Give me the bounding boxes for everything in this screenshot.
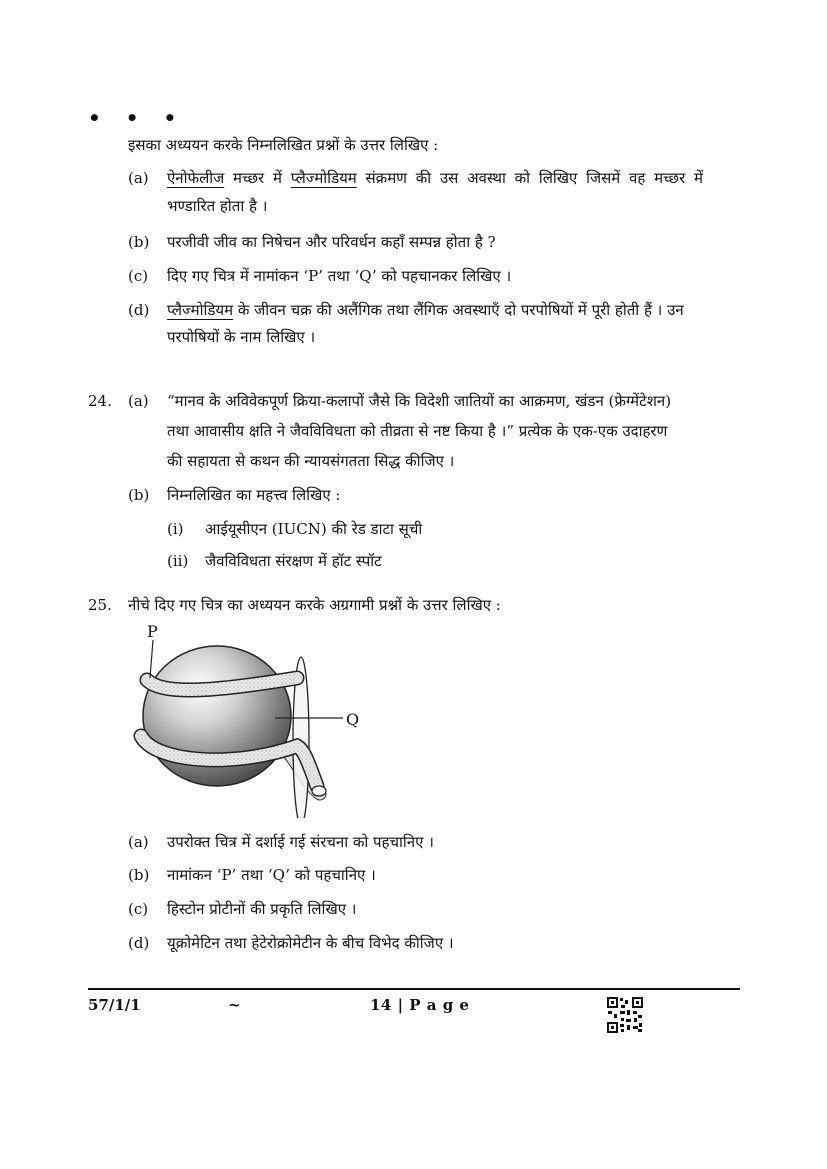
q25-number: 25. bbox=[88, 596, 112, 614]
q23-intro: इसका अध्ययन करके निम्नलिखित प्रश्नों के उत्तर लिखिए : bbox=[128, 136, 439, 154]
q23-a-text-line2: भण्डारित होता है । bbox=[167, 197, 268, 215]
q24-b-i-text: आईयूसीएन (IUCN) की रेड डाटा सूची bbox=[205, 520, 423, 538]
q24-a-line1: “मानव के अविवेकपूर्ण क्रिया-कलापों जैसे कि विदेशी जातियों का आक्रमण, खंडन (फ्रेग्मेंटेशन) bbox=[167, 392, 672, 410]
q24-a-line3: की सहायता से कथन की न्यायसंगतता सिद्ध कीजिए । bbox=[167, 452, 455, 470]
figure-label-p: P bbox=[147, 622, 158, 641]
q25-d-label: (d) bbox=[128, 934, 150, 952]
q24-b-ii-text: जैवविविधता संरक्षण में हॉट स्पॉट bbox=[205, 552, 382, 570]
q25-b-text: नामांकन ‘P’ तथा ‘Q’ को पहचानिए । bbox=[167, 866, 376, 884]
q24-a-label: (a) bbox=[128, 392, 149, 410]
anopheles-term: ऐनोफेलीज bbox=[167, 169, 225, 187]
plasmodium-term-2: प्लैज्मोडियम bbox=[167, 301, 234, 319]
q23-a-label: (a) bbox=[128, 169, 149, 187]
continuation-dots: • • • bbox=[88, 106, 186, 130]
footer-page-number: 14 | P a g e bbox=[370, 996, 470, 1014]
q23-d-text: प्लैज्मोडियम के जीवन चक्र की अलैंगिक तथा लैंगिक अवस्थाएँ दो परपोषियों में पूरी होती हैं । उन bbox=[167, 301, 684, 319]
q24-a-line2: तथा आवासीय क्षति ने जैवविविधता को तीव्रता से नष्ट किया है ।” प्रत्येक के एक-एक उदाहरण bbox=[167, 422, 668, 440]
q24-b-i-label: (i) bbox=[167, 520, 184, 538]
q23-d-label: (d) bbox=[128, 301, 150, 319]
q23-d-text-line2: परपोषियों के नाम लिखिए । bbox=[167, 328, 316, 346]
q23-c-text: दिए गए चित्र में नामांकन ‘P’ तथा ‘Q’ को पहचानकर लिखिए । bbox=[167, 267, 512, 285]
q25-d-text: यूक्रोमेटिन तथा हेटेरोक्रोमेटीन के बीच विभेद कीजिए । bbox=[167, 934, 454, 952]
footer-tilde: ~ bbox=[228, 996, 241, 1014]
q25-a-label: (a) bbox=[128, 833, 149, 851]
q24-b-ii-label: (ii) bbox=[167, 552, 189, 570]
dna-strand-end bbox=[312, 786, 326, 796]
q23-c-label: (c) bbox=[128, 267, 149, 285]
q23-a-text: ऐनोफेलीज मच्छर में प्लैज्मोडियम संक्रमण की उस अवस्था को लिखिए जिसमें वह मच्छर में bbox=[167, 169, 703, 187]
plasmodium-term: प्लैज्मोडियम bbox=[290, 169, 357, 187]
footer-paper-code: 57/1/1 bbox=[88, 996, 141, 1014]
q23-b-label: (b) bbox=[128, 233, 150, 251]
q25-c-label: (c) bbox=[128, 900, 149, 918]
figure-label-q: Q bbox=[346, 710, 360, 729]
qr-code-icon bbox=[607, 997, 643, 1033]
nucleosome-figure bbox=[125, 618, 375, 818]
label-p-leader bbox=[150, 640, 153, 678]
q25-b-label: (b) bbox=[128, 866, 150, 884]
footer-rule bbox=[88, 988, 740, 990]
q25-a-text: उपरोक्त चित्र में दर्शाई गई संरचना को पहचानिए । bbox=[167, 833, 434, 851]
q23-b-text: परजीवी जीव का निषेचन और परिवर्धन कहाँ सम्पन्न होता है ? bbox=[167, 233, 496, 251]
q24-b-text: निम्नलिखित का महत्त्व लिखिए : bbox=[167, 486, 341, 504]
q24-number: 24. bbox=[88, 392, 112, 410]
q24-b-label: (b) bbox=[128, 486, 150, 504]
q25-c-text: हिस्टोन प्रोटीनों की प्रकृति लिखिए । bbox=[167, 900, 357, 918]
q25-intro: नीचे दिए गए चित्र का अध्ययन करके अग्रगामी प्रश्नों के उत्तर लिखिए : bbox=[128, 596, 501, 614]
